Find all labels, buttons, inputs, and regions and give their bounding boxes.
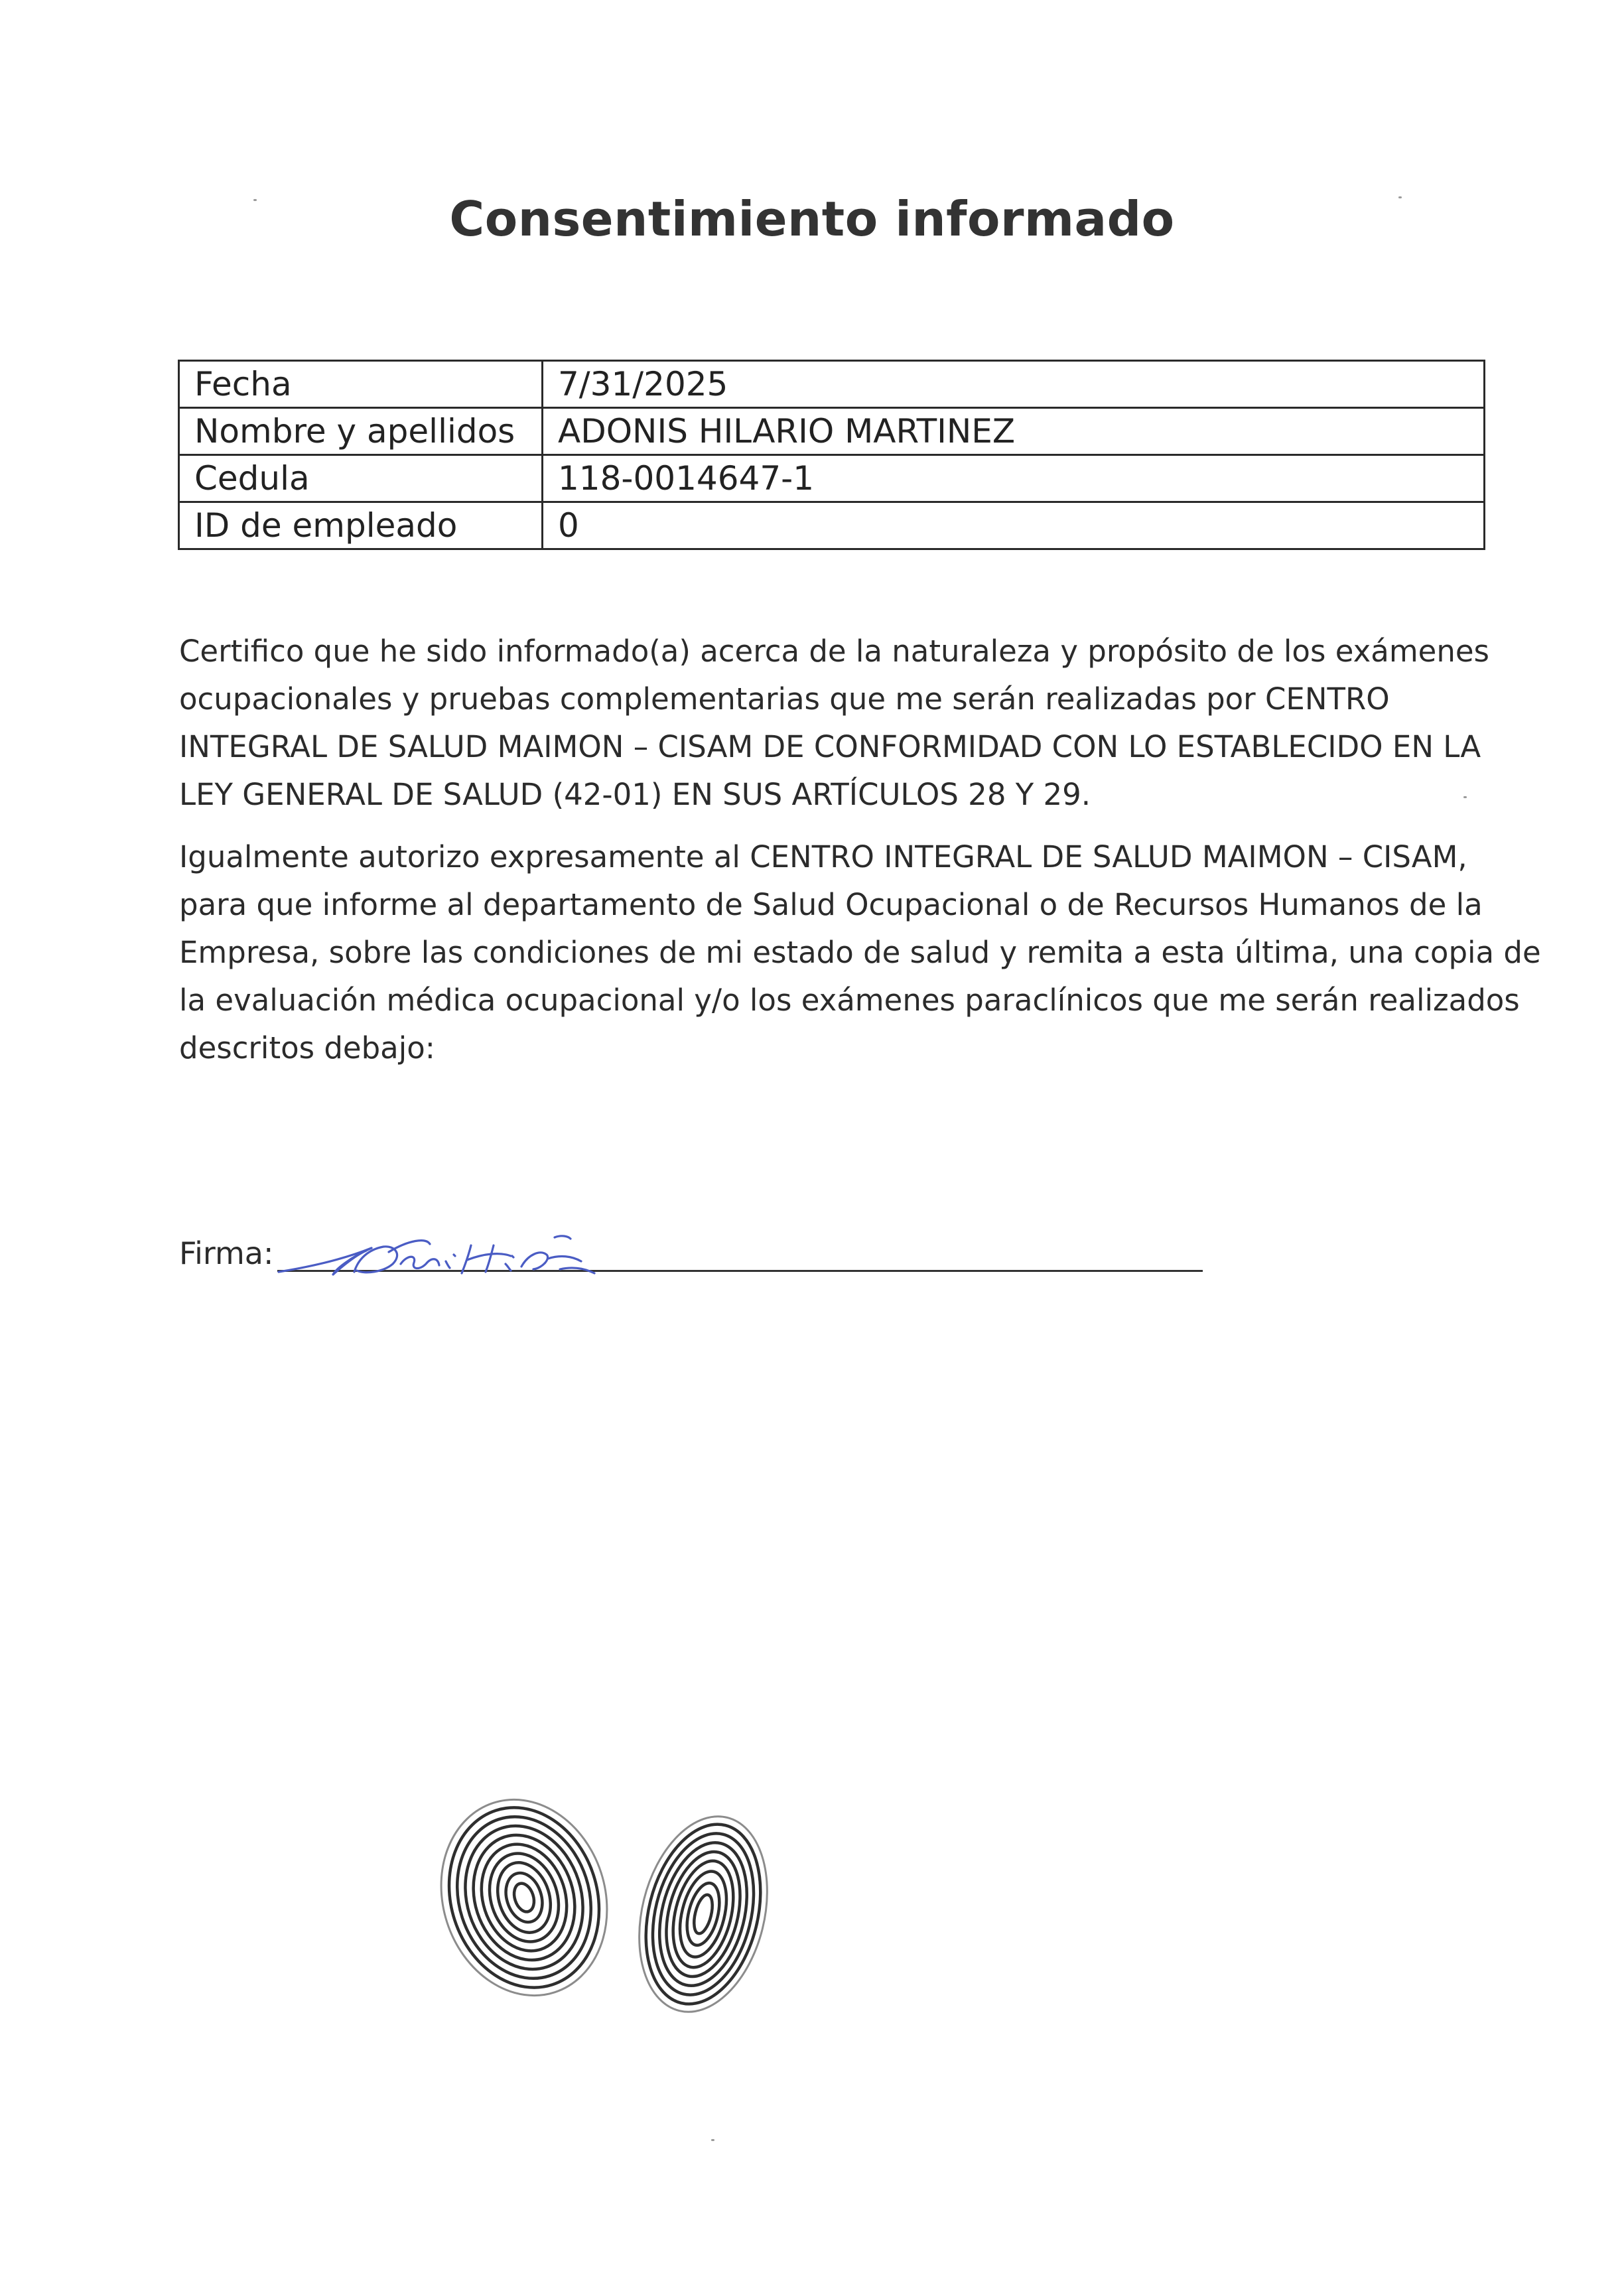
table-row — [179, 361, 1485, 408]
handwritten-signature — [272, 1217, 670, 1290]
scan-speck — [1463, 796, 1467, 798]
table-row — [179, 408, 1485, 455]
consent-paragraph-1 — [179, 628, 1493, 819]
page-title: Consentimiento informado — [449, 191, 1175, 247]
paragraph-line: Igualmente autorizo expresamente al CENTRO INTEGRAL DE SALUD MAIMON – CISAM, — [179, 839, 1467, 874]
paragraph-line: Certifico que he sido informado(a) acerca de la naturaleza y propósito de los exámenes — [179, 634, 1489, 669]
table-row — [179, 455, 1485, 502]
paragraph-line: la evaluación médica ocupacional y/o los exámenes paraclínicos que me serán realizados — [179, 983, 1520, 1018]
paragraph-line: ocupacionales y pruebas complementarias que me serán realizadas por CENTRO — [179, 681, 1390, 717]
field-label: ID de empleado — [179, 502, 543, 549]
table-row — [179, 502, 1485, 549]
field-label: Nombre y apellidos — [179, 408, 543, 455]
fingerprints — [431, 1778, 803, 2044]
field-value: 7/31/2025 — [543, 361, 1485, 408]
paragraph-line: descritos debajo: — [179, 1030, 435, 1066]
paragraph-line: INTEGRAL DE SALUD MAIMON – CISAM DE CONFORMIDAD CON LO ESTABLECIDO EN LA — [179, 729, 1481, 764]
scan-speck — [253, 199, 257, 201]
field-value: ADONIS HILARIO MARTINEZ — [543, 408, 1485, 455]
paragraph-line: LEY GENERAL DE SALUD (42-01) EN SUS ARTÍCULOS 28 Y 29. — [179, 777, 1091, 812]
field-label: Cedula — [179, 455, 543, 502]
firma-label: Firma: — [179, 1235, 274, 1271]
consent-paragraph-2 — [179, 833, 1541, 1072]
scan-speck — [711, 2139, 714, 2141]
info-table — [178, 360, 1485, 550]
field-label: Fecha — [179, 361, 543, 408]
field-value: 0 — [543, 502, 1485, 549]
scan-speck — [1398, 196, 1402, 198]
field-value: 118-0014647-1 — [543, 455, 1485, 502]
paragraph-line: Empresa, sobre las condiciones de mi estado de salud y remita a esta última, una copia de — [179, 935, 1541, 970]
paragraph-line: para que informe al departamento de Salud Ocupacional o de Recursos Humanos de la — [179, 887, 1483, 922]
